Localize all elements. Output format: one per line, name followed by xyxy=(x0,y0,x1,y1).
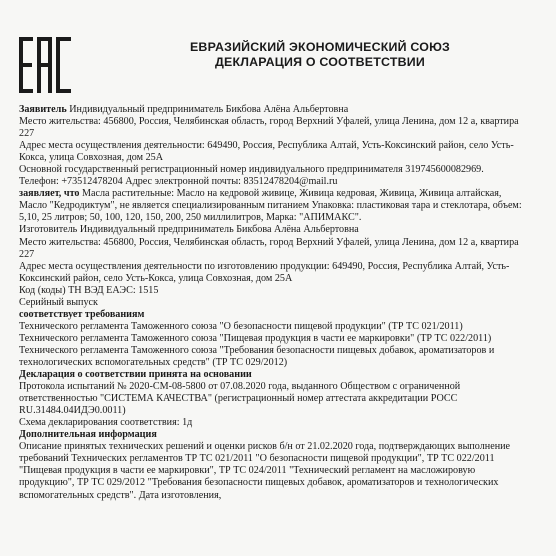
document-title: ДЕКЛАРАЦИЯ О СООТВЕТСТВИИ xyxy=(214,55,426,69)
union-title: ЕВРАЗИЙСКИЙ ЭКОНОМИЧЕСКИЙ СОЮЗ xyxy=(189,40,451,54)
regulation-item: Технического регламента Таможенного союза "О безопасности пищевой продукции" (ТР ТС 021/2011) xyxy=(19,320,463,332)
applicant-ogrn: Основной государственный регистрационный номер индивидуального предпринимателя 319745600082969. xyxy=(19,164,484,176)
eac-logo xyxy=(17,34,73,96)
basis-label: Декларация о соответствии принята на основании xyxy=(19,369,252,381)
regulation-item: Технического регламента Таможенного союза "Пищевая продукция в части ее маркировки" (ТР ТС 022/2011) xyxy=(19,332,492,344)
applicant-contacts: Телефон: +73512478204 Адрес электронной почты: 83512478204@mail.ru xyxy=(19,176,338,188)
applicant-line xyxy=(19,104,531,116)
manufacturer-name: Изготовитель Индивидуальный предприниматель Бикбова Алёна Альбертовна xyxy=(19,224,359,236)
basis-protocol: Протокола испытаний № 2020-СМ-08-5800 от 07.08.2020 года, выданного Обществом с ограниченной ответственностью "СИСТЕМА КАЧЕСТВА" (регистрационный номер аттестата аккредитации РОСС RU.31484.04ИДЭ0.0011) xyxy=(19,381,461,417)
complies-label: соответствует требованиям xyxy=(19,308,145,320)
declaration-scheme: Схема декларирования соответствия: 1д xyxy=(19,417,193,429)
regulation-item: Технического регламента Таможенного союза "Требования безопасности пищевых добавок, ароматизаторов и технологических вспомогательных средств" (ТР ТС 029/2012) xyxy=(19,344,495,368)
declaration-body xyxy=(19,104,531,502)
document-header xyxy=(120,40,520,70)
manufacturer-production-address: Адрес места осуществления деятельности по изготовлению продукции: 649490, Россия, Республика Алтай, Усть-Коксинский район, село Усть-Кокса, улица Совхозная, дом 25А xyxy=(19,260,510,284)
additional-info-text: Описание принятых технических решений и оценки рисков б/н от 21.02.2020 года, подтверждающих выполнение требований Технических регламентов ТР ТС 021/2011 "О безопасности пищевой продукции", ТР ТС 022/2011 "Пищевая продукция в части ее маркировки", ТР ТС 024/2011 "Технический регламент на масложировую продукцию", ТР ТС 029/2012 "Требования безопасности пищевых добавок, ароматизаторов и технологических вспомогательных средств". Дата изготовления, xyxy=(19,441,511,501)
eac-mark-icon xyxy=(17,34,73,96)
serial-release: Серийный выпуск xyxy=(19,296,98,308)
additional-info-label: Дополнительная информация xyxy=(19,429,157,441)
tnved-code: Код (коды) ТН ВЭД ЕАЭС: 1515 xyxy=(19,284,159,296)
product-description: Масла растительные: Масло на кедровой живице, Живица кедровая, Живица, Живица алтайская, Масло "Кедродиктум", не является специализированным питанием Упаковка: пластиковая тара и стеклотара, объем: 5,10, 25 литров; 50, 100, 120, 150, 200, 250 миллилитров, Марка: "АПИМАКС". xyxy=(19,188,522,224)
applicant-residence: Место жительства: 456800, Россия, Челябинская область, город Верхний Уфалей, улица Ленина, дом 12 а, квартира 227 xyxy=(19,116,519,140)
declares-line xyxy=(19,188,531,224)
applicant-activity-address: Адрес места осуществления деятельности: 649490, Россия, Республика Алтай, Усть-Коксинский район, село Усть-Кокса, улица Совхозная, дом 25А xyxy=(19,140,514,164)
declares-label: заявляет, что xyxy=(19,188,80,200)
manufacturer-residence: Место жительства: 456800, Россия, Челябинская область, город Верхний Уфалей, улица Ленина, дом 12 а, квартира 227 xyxy=(19,236,519,260)
applicant-label: Заявитель xyxy=(19,104,67,115)
applicant-name: Индивидуальный предприниматель Бикбова Алёна Альбертовна xyxy=(66,104,349,115)
